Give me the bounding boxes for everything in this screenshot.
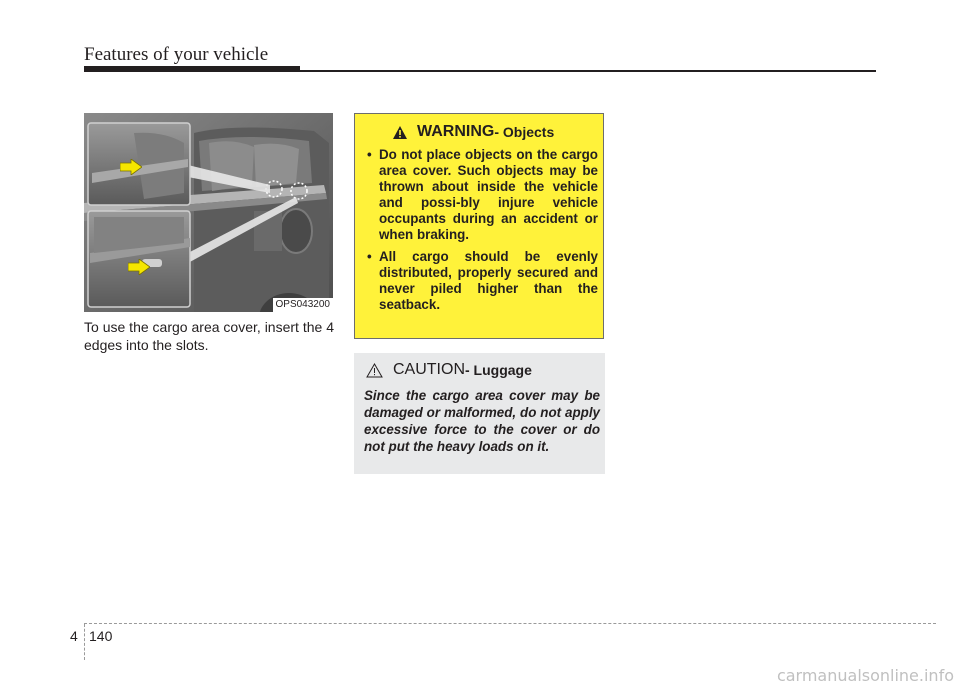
bullet: •: [367, 147, 372, 162]
warning-subtitle: - Objects: [494, 124, 555, 140]
warning-box: [354, 113, 604, 339]
header-rule: [84, 70, 876, 72]
arrow-right-icon: [120, 159, 142, 175]
warning-item-text: All cargo should be evenly distributed, properly secured and never piled higher than the seatback.: [379, 249, 598, 312]
warning-title: WARNING: [417, 123, 495, 140]
footer-divider: [84, 624, 85, 660]
watermark: carmanualsonline.info: [776, 666, 954, 685]
cargo-cover-illustration: [84, 113, 333, 312]
warning-triangle-icon: [393, 126, 407, 139]
instruction-text: To use the cargo area cover, insert the 4 edges into the slots.: [84, 319, 334, 353]
warning-item: [367, 249, 598, 313]
cargo-area-drawing: [84, 113, 333, 312]
caution-box: [354, 353, 605, 474]
warning-list: [367, 147, 598, 319]
footer-rule: [84, 623, 936, 624]
figure-code: OPS043200: [273, 298, 334, 312]
warning-item: [367, 147, 598, 243]
warning-heading: [393, 123, 554, 141]
bullet: •: [367, 249, 372, 264]
warning-item-text: Do not place objects on the cargo area cover. Such objects may be thrown about inside the vehicle and possi-bly injure vehicle occupants during an accident or when braking.: [379, 147, 598, 242]
caution-text: Since the cargo area cover may be damaged or malformed, do not apply excessive force to the cover or do not put the heavy loads on it.: [364, 388, 600, 454]
caution-heading: [366, 361, 532, 379]
caution-title: CAUTION: [393, 361, 465, 378]
page-number: 140: [89, 628, 113, 644]
chapter-number: 4: [70, 628, 78, 644]
caution-subtitle: - Luggage: [465, 362, 532, 378]
page-header-title: Features of your vehicle: [84, 44, 269, 65]
caution-triangle-icon: [366, 363, 383, 378]
arrow-right-icon: [128, 259, 150, 275]
